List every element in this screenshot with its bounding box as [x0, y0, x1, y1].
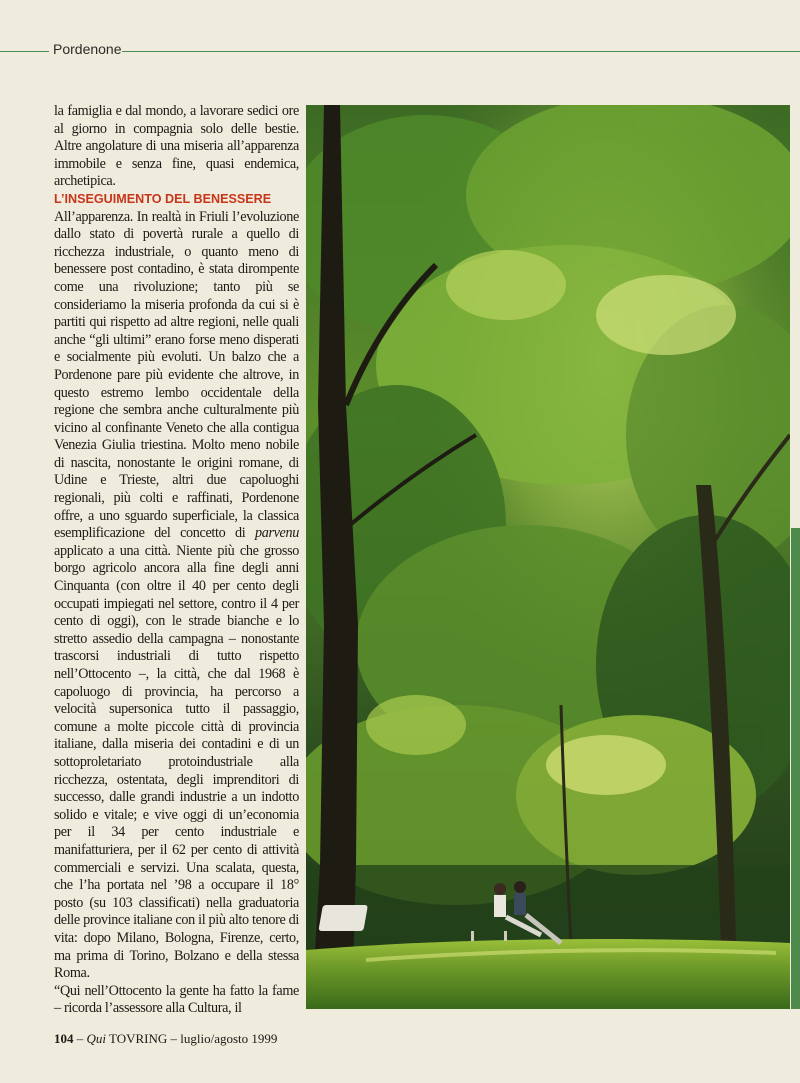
- page-number: 104: [54, 1031, 74, 1046]
- issue-date: – luglio/agosto 1999: [167, 1031, 278, 1046]
- article-body-part-2: applicato a una città. Niente più che grosso borgo agricolo ancora alla fine degli anni Cinquanta (con oltre il 40 per cento degli occupati impiegati nel settore, contro il 4 per cento di oggi), con le strade bianche e lo stretto assedio della campagna – nonostante trascorsi industriali di tutto rispetto nell’Ottocento –, la città, che dal 1968 è capoluogo di provincia, ha percorso a velocità supersonica tutto il passaggio, comune a molte piccole città di provincia italiane, dalla miseria dei contadini e di un sottoproletariato protoindustriale alla ricchezza, ostentata, degli imprenditori di successo, dalle grandi industrie a un indotto solido e vitale; e vive oggi di un’economia per il 34 per cento industriale e manifatturiera, per il 62 per cento di attività commerciali e servizi. Una scalata, questa, che l’ha portata nel ’98 a occupare il 18° posto (su 103 classificati) nella graduatoria delle province italiane con il più alto tenore di vita: dopo Milano, Bologna, Firenze, certo, ma prima di Torino, Bolzano e della stessa Roma.: [54, 542, 299, 982]
- article-body-italic: parvenu: [254, 525, 299, 542]
- article-quote: “Qui nell’Ottocento la gente ha fatto la fame – ricorda l’assessore alla Cultura, il: [54, 982, 299, 1017]
- magazine-name: TOVRING: [106, 1031, 168, 1046]
- page-footer: [54, 1031, 277, 1047]
- footer-dash: –: [73, 1031, 87, 1046]
- header-rule-right: [122, 51, 800, 52]
- magazine-name-italic: Qui: [86, 1031, 106, 1046]
- article-column: [54, 103, 299, 1018]
- article-intro: la famiglia e dal mondo, a lavorare sedici ore al giorno in compagnia solo delle bestie. Altre angolature di una miseria all’apparenza immobile e senza fine, quasi endemica, archetipica.: [54, 103, 299, 190]
- section-label: Pordenone: [53, 41, 122, 57]
- park-photo: [306, 105, 790, 1009]
- article-body: [54, 209, 299, 983]
- header-rule-left: [0, 51, 49, 52]
- article-body-part-1: All’apparenza. In realtà in Friuli l’evoluzione dallo stato di povertà rurale a quello di ricchezza industriale, o quanto meno di benessere post contadino, è stata dirompente come una rivoluzione; tanto più se consideriamo la miseria profonda da cui si è partiti qui rispetto ad altre regioni, nelle quali anche “gli ultimi” erano forse meno disperati e socialmente più evoluti. Un balzo che a Pordenone pare più evidente che altrove, in questo estremo lembo occidentale della regione che sembra anche culturalmente più vicino al confinante Veneto che alla contigua Venezia Giulia triestina. Molto meno nobile di nascita, nonostante le origini romane, di Udine e Trieste, altri due capoluoghi regionali, più colti e raffinati, Pordenone offre, a uno sguardo superficiale, la classica esemplificazione del concetto di: [54, 208, 299, 542]
- side-accent-bar: [791, 528, 800, 1009]
- article-subhead: L’INSEGUIMENTO DEL BENESSERE: [54, 191, 272, 206]
